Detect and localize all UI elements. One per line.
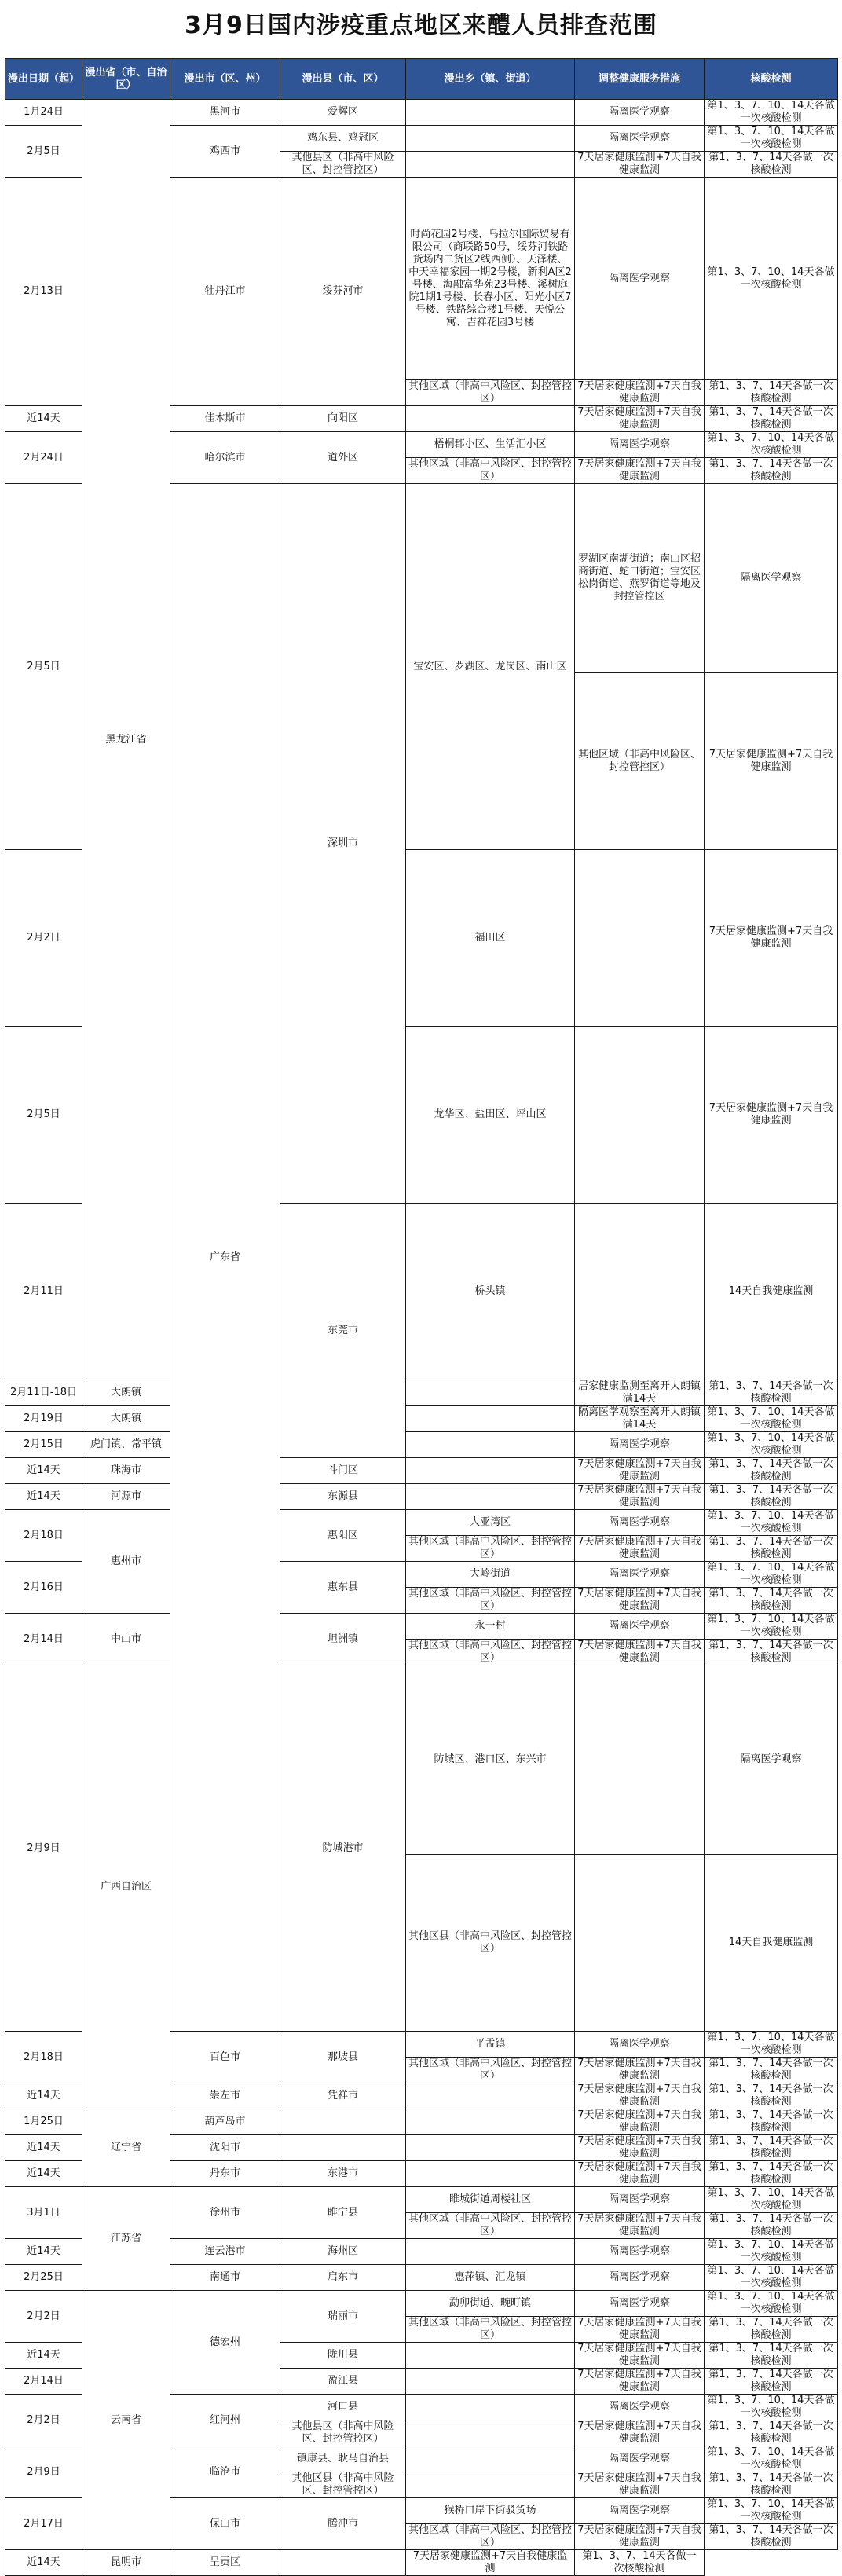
table-cell: 江苏省 [82,2187,170,2291]
table-cell: 其他区域（非高中风险区、封控管控区） [406,458,575,484]
table-row [5,1406,838,1432]
table-cell: 海州区 [280,2239,406,2265]
table-cell: 2月15日 [5,1432,82,1458]
table-cell: 第1、3、7、14天各做一次核酸检测 [705,1588,838,1614]
table-cell: 第1、3、7、14天各做一次核酸检测 [705,2109,838,2135]
table-cell: 第1、3、7、10、14天各做一次核酸检测 [705,2446,838,2472]
table-cell: 河源市 [82,1484,170,1510]
table-cell: 勐卯街道、畹町镇 [406,2291,575,2317]
screening-table [5,58,838,2576]
table-cell: 葫芦岛市 [170,2109,280,2135]
table-cell: 隔离医学观察 [575,2291,705,2317]
table-cell: 第1、3、7、10、14天各做一次核酸检测 [705,100,838,126]
table-cell: 永一村 [406,1614,575,1640]
table-cell: 鸡西市 [170,126,280,178]
table-cell: 其他区域（非高中风险区、封控管控区） [406,380,575,406]
table-cell: 7天居家健康监测+7天自我健康监测 [575,2161,705,2187]
table-row [5,1614,838,1640]
table-cell [280,2550,406,2576]
table-cell: 7天居家健康监测+7天自我健康监测 [705,850,838,1027]
table-cell: 其他区域（非高中风险区、封控管控区） [406,1536,575,1562]
table-cell: 第1、3、7、10、14天各做一次核酸检测 [705,2032,838,2058]
table-cell: 7天居家健康监测+7天自我健康监测 [575,1588,705,1614]
table-cell: 黑龙江省 [82,100,170,1380]
table-cell: 7天居家健康监测+7天自我健康监测 [575,2420,705,2446]
table-cell: 其他区域（非高中风险区、封控管控区） [406,2213,575,2239]
table-cell: 启东市 [280,2265,406,2291]
table-cell: 斗门区 [280,1458,406,1484]
table-cell: 广东省 [170,484,280,2032]
table-row [5,2291,838,2317]
table-cell: 隔离医学观察 [705,484,838,673]
table-cell: 隔离医学观察 [575,126,705,152]
table-cell [406,100,575,126]
table-cell: 东港市 [280,2161,406,2187]
table-cell: 陇川县 [280,2343,406,2369]
table-cell: 惠阳区 [280,1510,406,1562]
table-cell: 7天居家健康监测+7天自我健康监测 [575,152,705,178]
table-cell: 第1、3、7、14天各做一次核酸检测 [705,1380,838,1406]
table-cell: 惠州市 [82,1510,170,1614]
table-cell: 近14天 [5,1484,82,1510]
table-cell: 第1、3、7、14天各做一次核酸检测 [705,2420,838,2446]
table-cell: 防城区、港口区、东兴市 [406,1665,575,1855]
table-cell: 第1、3、7、10、14天各做一次核酸检测 [705,1562,838,1588]
table-cell: 7天居家健康监测+7天自我健康监测 [575,1640,705,1665]
table-cell [406,2420,575,2446]
table-cell: 7天居家健康监测+7天自我健康监测 [575,2058,705,2083]
table-cell: 其他区域（非高中风险区、封控管控区） [406,1588,575,1614]
table-cell: 其他区域（非高中风险区、封控管控区） [406,2058,575,2083]
table-cell: 2月24日 [5,432,82,484]
table-cell: 2月9日 [5,1665,82,2032]
table-cell: 云南省 [82,2291,170,2550]
table-cell [575,1665,705,1855]
table-cell: 第1、3、7、14天各做一次核酸检测 [705,2472,838,2498]
table-cell: 中山市 [82,1614,170,1665]
table-cell: 2月5日 [5,126,82,178]
table-cell: 第1、3、7、14天各做一次核酸检测 [705,1536,838,1562]
table-cell [406,2135,575,2161]
table-cell: 2月18日 [5,2032,82,2083]
table-body [5,100,838,2576]
table-cell: 7天居家健康监测+7天自我健康监测 [575,2343,705,2369]
table-cell: 其他县区（非高中风险区、封控管控区） [280,2420,406,2446]
table-cell: 第1、3、7、10、14天各做一次核酸检测 [705,2395,838,2420]
table-cell: 时尚花园2号楼、乌拉尔国际贸易有限公司（商联路50号，绥芬河铁路货场内二货区2线西侧）、天泽楼、中天幸福家园一期2号楼，新利A区2号楼、海融富华苑23号楼、溪树庭院1期1号楼、长春小区、阳光小区7号楼、铁路综合楼1号楼、天悦公寓、吉祥花园3号楼 [406,178,575,380]
table-cell: 丹东市 [170,2161,280,2187]
table-cell: 其他区域（非高中风险区、封控管控区） [406,1640,575,1665]
table-cell: 牡丹江市 [170,178,280,406]
table-cell [406,1458,575,1484]
table-cell: 虎门镇、常平镇 [82,1432,170,1458]
table-cell: 盈江县 [280,2369,406,2395]
table-cell: 第1、3、7、14天各做一次核酸检测 [705,406,838,432]
table-cell: 徐州市 [170,2187,280,2239]
table-cell: 2月5日 [5,1027,82,1204]
table-cell: 第1、3、7、10、14天各做一次核酸检测 [705,2291,838,2317]
table-cell: 黑河市 [170,100,280,126]
table-cell: 7天居家健康监测+7天自我健康监测 [575,2317,705,2343]
table-cell: 腾冲市 [280,2498,406,2550]
table-cell: 隔离医学观察 [575,1614,705,1640]
table-cell: 福田区 [406,850,575,1027]
table-cell: 7天居家健康监测+7天自我健康监测 [575,406,705,432]
table-cell: 7天居家健康监测+7天自我健康监测 [705,1027,838,1204]
table-cell: 深圳市 [280,484,406,1204]
table-cell: 14天自我健康监测 [705,1204,838,1380]
table-cell: 镇康县、耿马自治县 [280,2446,406,2472]
table-cell: 近14天 [5,406,82,432]
table-cell: 其他县区（非高中风险区、封控管控区） [280,152,406,178]
table-cell: 睢宁县 [280,2187,406,2239]
table-cell [406,1484,575,1510]
table-cell: 瑞丽市 [280,2291,406,2343]
table-cell: 3月1日 [5,2187,82,2239]
table-cell: 猴桥口岸下街驳货场 [406,2498,575,2524]
page-title: 3月9日国内涉疫重点地区来醴人员排查范围 [185,12,657,39]
table-cell: 大岭街道 [406,1562,575,1588]
table-cell [575,1204,705,1380]
table-cell [406,2369,575,2395]
header-health-measure: 调整健康服务措施 [575,59,705,100]
table-cell: 近14天 [5,2135,82,2161]
table-cell: 7天居家健康监测+7天自我健康监测 [575,2472,705,2498]
header-city: 漫出市（区、州） [170,59,280,100]
table-cell [406,152,575,178]
table-cell: 近14天 [5,2239,82,2265]
table-cell: 其他区县（非高中风险区、封控管控区） [406,1855,575,2032]
table-cell: 向阳区 [280,406,406,432]
table-cell: 东莞市 [280,1204,406,1458]
table-cell: 7天居家健康监测+7天自我健康监测 [575,2524,705,2550]
table-cell [406,406,575,432]
table-cell: 第1、3、7、14天各做一次核酸检测 [705,2083,838,2109]
table-row [5,2109,838,2135]
table-cell: 2月14日 [5,1614,82,1665]
table-cell: 百色市 [170,2032,280,2083]
table-cell: 第1、3、7、14天各做一次核酸检测 [705,2317,838,2343]
table-cell: 第1、3、7、10、14天各做一次核酸检测 [705,2239,838,2265]
table-cell: 昆明市 [82,2550,170,2576]
table-cell: 鸡东县、鸡冠区 [280,126,406,152]
table-cell: 14天自我健康监测 [705,1855,838,2032]
table-cell: 近14天 [5,2083,82,2109]
table-cell: 2月2日 [5,2395,82,2446]
table-cell: 隔离医学观察 [575,432,705,458]
table-cell [575,1027,705,1204]
table-cell: 第1、3、7、10、14天各做一次核酸检测 [705,1614,838,1640]
table-cell: 连云港市 [170,2239,280,2265]
table-row [5,1458,838,1484]
table-cell [406,2446,575,2472]
table-cell: 隔离医学观察 [575,1562,705,1588]
table-cell: 其他区域（非高中风险区、封控管控区） [406,2524,575,2550]
table-cell: 隔离医学观察 [575,1432,705,1458]
table-cell: 第1、3、7、14天各做一次核酸检测 [705,2135,838,2161]
table-cell: 2月5日 [5,484,82,850]
table-cell: 7天居家健康监测+7天自我健康监测 [575,1458,705,1484]
header-nucleic-test: 核酸检测 [705,59,838,100]
table-cell [406,2109,575,2135]
table-cell: 桥头镇 [406,1204,575,1380]
table-cell: 道外区 [280,432,406,484]
table-cell [406,2343,575,2369]
table-cell: 第1、3、7、14天各做一次核酸检测 [705,2369,838,2395]
table-cell: 近14天 [5,2343,82,2369]
table-cell: 第1、3、7、14天各做一次核酸检测 [575,2550,705,2576]
table-cell: 2月19日 [5,1406,82,1432]
table-cell: 隔离医学观察 [575,2032,705,2058]
table-cell: 7天居家健康监测+7天自我健康监测 [575,1536,705,1562]
table-cell: 沈阳市 [170,2135,280,2161]
table-cell: 7天居家健康监测+7天自我健康监测 [575,2135,705,2161]
table-row [5,2187,838,2213]
table-row [5,1484,838,1510]
table-row [5,1510,838,1536]
table-cell: 1月25日 [5,2109,82,2135]
table-cell: 隔离医学观察 [575,1510,705,1536]
table-row [5,1665,838,1855]
table-cell: 隔离医学观察 [575,2498,705,2524]
table-cell [280,2109,406,2135]
table-cell: 佳木斯市 [170,406,280,432]
table-cell: 第1、3、7、14天各做一次核酸检测 [705,2213,838,2239]
table-cell: 7天居家健康监测+7天自我健康监测 [575,2109,705,2135]
table-cell: 呈贡区 [170,2550,280,2576]
table-cell: 7天居家健康监测+7天自我健康监测 [575,2083,705,2109]
table-cell: 大亚湾区 [406,1510,575,1536]
table-cell: 2月16日 [5,1562,82,1614]
table-cell: 7天居家健康监测+7天自我健康监测 [575,2369,705,2395]
table-cell: 隔离医学观察 [705,1665,838,1855]
table-cell: 第1、3、7、10、14天各做一次核酸检测 [705,178,838,380]
table-cell: 7天居家健康监测+7天自我健康监测 [575,380,705,406]
table-row [5,100,838,126]
table-cell [406,126,575,152]
header-township: 漫出乡（镇、街道） [406,59,575,100]
table-cell: 1月24日 [5,100,82,126]
table-cell [406,2083,575,2109]
table-row [5,1432,838,1458]
table-cell: 红河州 [170,2395,280,2446]
table-cell: 隔离医学观察 [575,2265,705,2291]
table-cell: 隔离医学观察 [575,100,705,126]
table-cell: 居家健康监测至离开大朗镇满14天 [575,1380,705,1406]
table-cell: 第1、3、7、14天各做一次核酸检测 [705,2161,838,2187]
table-cell: 其他区县（非高中风险区、封控管控区） [280,2472,406,2498]
table-cell: 防城港市 [280,1665,406,2032]
table-cell: 临沧市 [170,2446,280,2498]
table-cell: 2月11日-18日 [5,1380,82,1406]
table-cell: 珠海市 [82,1458,170,1484]
table-cell: 第1、3、7、14天各做一次核酸检测 [705,2524,838,2550]
table-cell: 第1、3、7、10、14天各做一次核酸检测 [705,2265,838,2291]
table-cell: 隔离医学观察 [575,2395,705,2420]
table-cell: 第1、3、7、10、14天各做一次核酸检测 [705,1406,838,1432]
table-cell: 广西自治区 [82,1665,170,2109]
table-cell: 宝安区、罗湖区、龙岗区、南山区 [406,484,575,850]
table-cell [280,2135,406,2161]
table-cell: 其他区域（非高中风险区、封控管控区） [406,2317,575,2343]
table-cell: 2月11日 [5,1204,82,1380]
table-cell [406,1432,575,1458]
table-cell: 隔离医学观察至离开大朗镇满14天 [575,1406,705,1432]
table-cell: 凭祥市 [280,2083,406,2109]
table-cell: 7天居家健康监测+7天自我健康监测 [705,673,838,850]
table-cell [575,1855,705,2032]
table-row [5,1380,838,1406]
table-cell: 7天居家健康监测+7天自我健康监测 [406,2550,575,2576]
table-cell: 7天居家健康监测+7天自我健康监测 [575,458,705,484]
table-cell: 第1、3、7、14天各做一次核酸检测 [705,2058,838,2083]
table-cell: 其他区域（非高中风险区、封控管控区） [575,673,705,850]
table-row [5,2550,838,2576]
table-cell: 2月13日 [5,178,82,406]
table-cell: 第1、3、7、14天各做一次核酸检测 [705,1484,838,1510]
table-cell: 大朗镇 [82,1406,170,1432]
table-cell: 第1、3、7、10、14天各做一次核酸检测 [705,1432,838,1458]
table-cell: 第1、3、7、10、14天各做一次核酸检测 [705,126,838,152]
table-cell: 第1、3、7、10、14天各做一次核酸检测 [705,2187,838,2213]
table-cell: 平孟镇 [406,2032,575,2058]
table-cell: 第1、3、7、14天各做一次核酸检测 [705,380,838,406]
table-header-row [5,59,838,100]
table-cell: 隔离医学观察 [575,2239,705,2265]
table-cell [406,1406,575,1432]
table-cell: 2月2日 [5,850,82,1027]
header-date: 漫出日期（起） [5,59,82,100]
table-cell: 第1、3、7、14天各做一次核酸检测 [705,2343,838,2369]
table-cell: 2月18日 [5,1510,82,1562]
table-cell: 惠萍镇、汇龙镇 [406,2265,575,2291]
table-cell: 睢城街道周楼社区 [406,2187,575,2213]
table-cell: 第1、3、7、10、14天各做一次核酸检测 [705,432,838,458]
table-cell: 第1、3、7、10、14天各做一次核酸检测 [705,2498,838,2524]
table-cell: 罗湖区南湖街道；南山区招商街道、蛇口街道；宝安区松岗街道、燕罗街道等地及封控管控区 [575,484,705,673]
table-cell: 崇左市 [170,2083,280,2109]
table-cell: 龙华区、盐田区、坪山区 [406,1027,575,1204]
table-cell: 那坡县 [280,2032,406,2083]
table-cell: 第1、3、7、10、14天各做一次核酸检测 [705,1510,838,1536]
table-cell: 近14天 [5,1458,82,1484]
table-cell [406,2472,575,2498]
table-cell: 近14天 [5,2550,82,2576]
table-cell [406,2161,575,2187]
table-cell: 爱辉区 [280,100,406,126]
table-cell: 大朗镇 [82,1380,170,1406]
table-cell [406,1380,575,1406]
table-cell: 2月25日 [5,2265,82,2291]
table-cell: 辽宁省 [82,2109,170,2187]
table-cell: 隔离医学观察 [575,2446,705,2472]
table-cell: 7天居家健康监测+7天自我健康监测 [575,2213,705,2239]
header-county: 漫出县（市、区） [280,59,406,100]
table-cell: 第1、3、7、14天各做一次核酸检测 [705,1458,838,1484]
table-cell: 惠东县 [280,1562,406,1614]
table-cell: 德宏州 [170,2291,280,2395]
table-cell: 2月2日 [5,2291,82,2343]
table-cell: 2月17日 [5,2498,82,2550]
table-cell: 近14天 [5,2161,82,2187]
table-cell [575,850,705,1027]
table-cell: 隔离医学观察 [575,2187,705,2213]
table-cell: 第1、3、7、14天各做一次核酸检测 [705,458,838,484]
header-province: 漫出省（市、自治区） [82,59,170,100]
table-cell [406,2395,575,2420]
table-cell: 哈尔滨市 [170,432,280,484]
table-cell: 南通市 [170,2265,280,2291]
table-cell: 7天居家健康监测+7天自我健康监测 [575,1484,705,1510]
table-cell: 保山市 [170,2498,280,2550]
table-cell: 绥芬河市 [280,178,406,406]
table-cell: 河口县 [280,2395,406,2420]
table-cell [406,2239,575,2265]
table-cell: 梧桐郡小区、生活汇小区 [406,432,575,458]
table-cell: 隔离医学观察 [575,178,705,380]
table-cell: 东源县 [280,1484,406,1510]
table-cell: 第1、3、7、14天各做一次核酸检测 [705,152,838,178]
table-cell: 第1、3、7、14天各做一次核酸检测 [705,1640,838,1665]
table-cell: 坦洲镇 [280,1614,406,1665]
table-cell: 2月14日 [5,2369,82,2395]
table-cell: 2月9日 [5,2446,82,2498]
